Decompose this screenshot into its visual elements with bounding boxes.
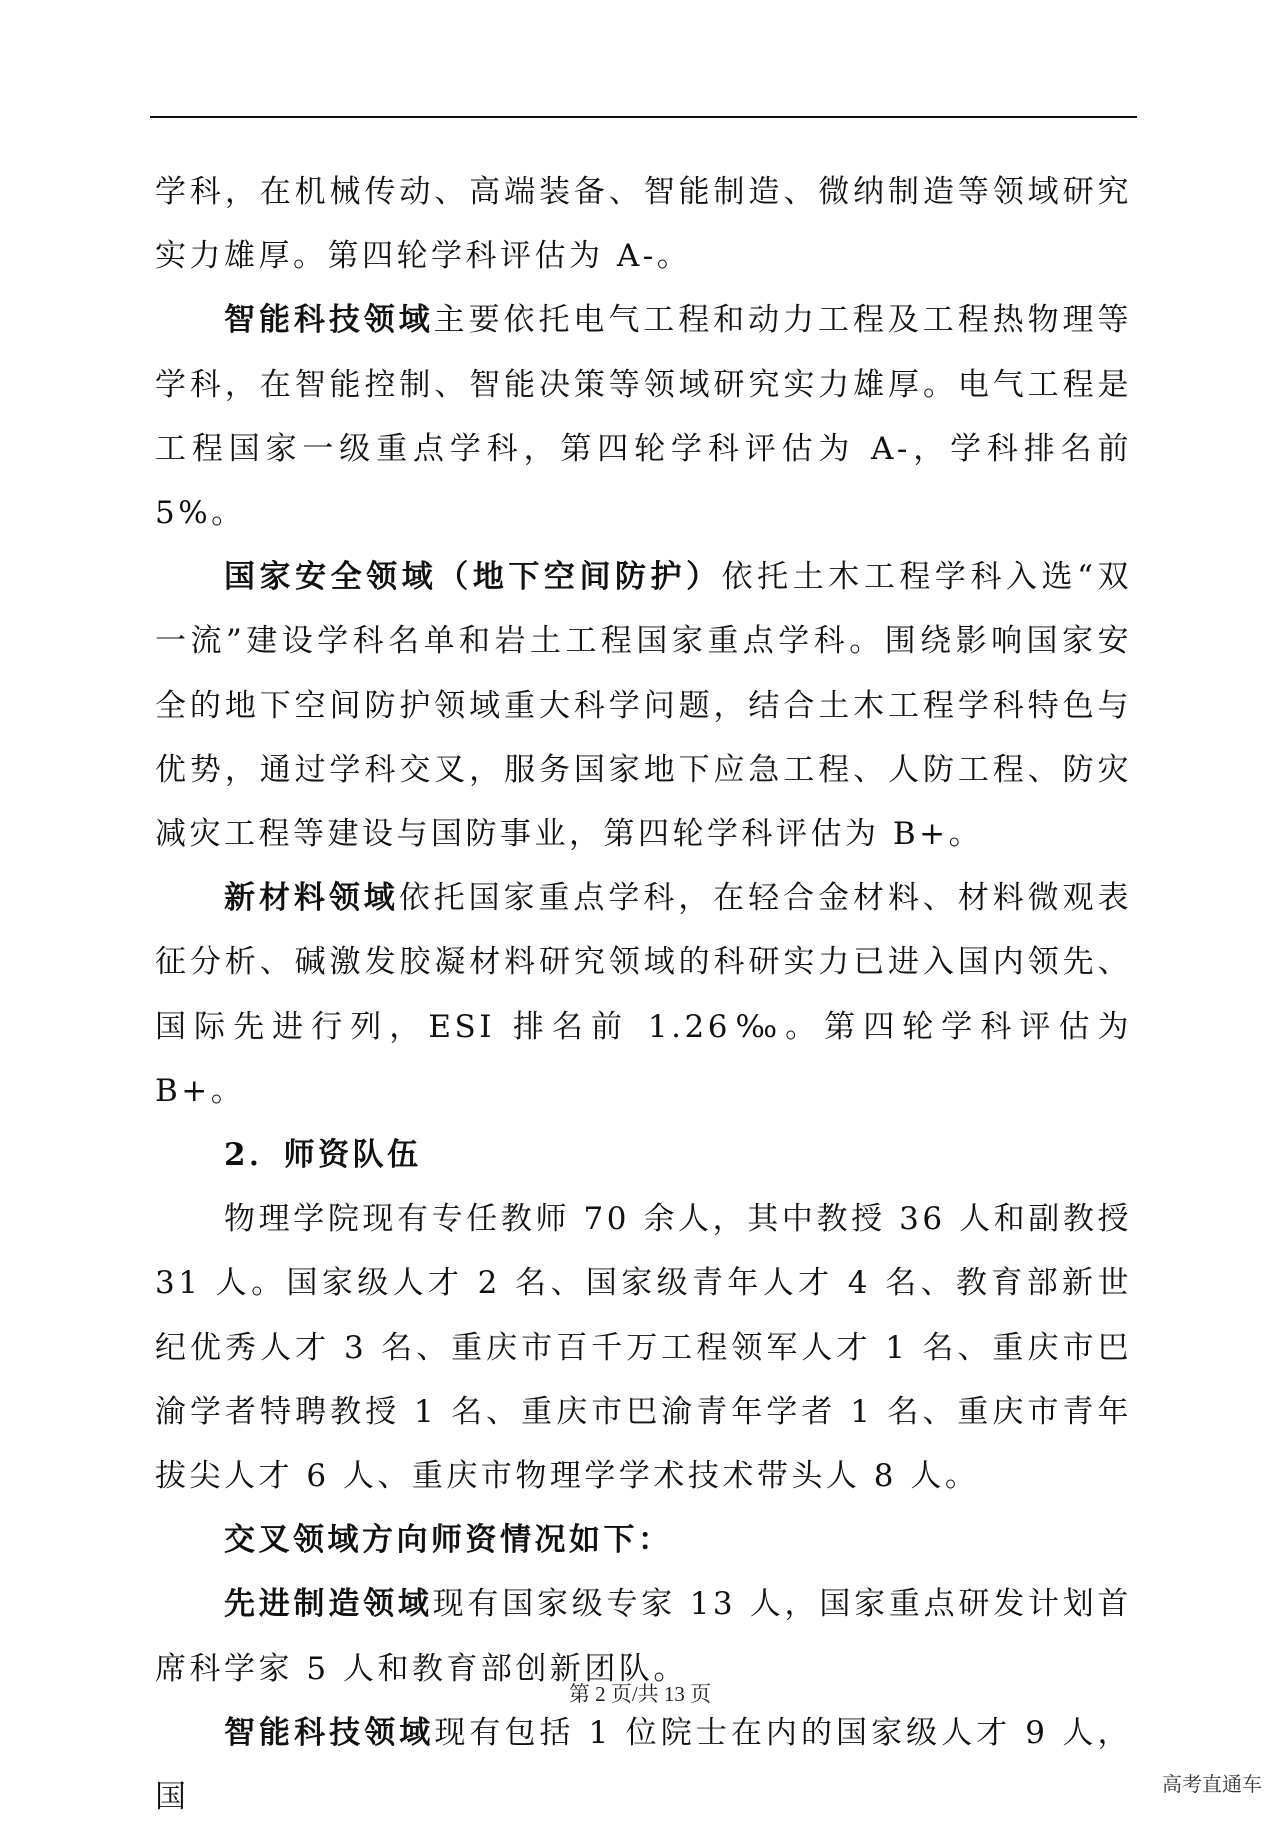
paragraph-intelligent-tech [155,288,1132,545]
subheading-cross-fields: 交叉领域方向师资情况如下： [224,1522,673,1559]
paragraph-text: 学科，在机械传动、高端装备、智能制造、微纳制造等领域研究实力雄厚。第四轮学科评估为 A-。 [155,174,1132,275]
paragraph-faculty [155,1187,1132,1508]
paragraph-national-security [155,545,1132,866]
paragraph-text: 物理学院现有专任教师 70 余人，其中教授 36 人和副教授 31 人。国家级人才 2 名、国家级青年人才 4 名、教育部新世纪优秀人才 3 名、重庆市百千万工程领军人才 1 名、重庆市巴渝学者特聘教授 1 名、重庆市巴渝青年学者 1 名、重庆市青年拔尖人才 6 人、重庆市物理学学术技术带头人 8 人。 [155,1201,1132,1495]
paragraph-continuation [155,160,1132,288]
paragraph-lead: 新材料领域 [224,880,399,917]
header-rule [150,116,1137,118]
paragraph-lead: 国家安全领域（地下空间防护） [224,559,722,596]
document-body [155,160,1132,1829]
paragraph-lead: 先进制造领域 [224,1586,433,1623]
paragraph-new-materials [155,866,1132,1123]
paragraph-text: 主要依托电气工程和动力工程及工程热物理等学科，在智能控制、智能决策等领域研究实力雄厚。电气工程是工程国家一级重点学科，第四轮学科评估为 A-，学科排名前 5%。 [155,302,1132,532]
paragraph-text: 现有国家级专家 13 人，国家重点研发计划首席科学家 5 人和教育部创新团队。 [155,1586,1133,1687]
paragraph-text: 依托国家重点学科，在轻合金材料、材料微观表征分析、碱激发胶凝材料研究领域的科研实力已进入国内领先、国际先进行列，ESI 排名前 1.26‰。第四轮学科评估为 B+。 [155,880,1133,1109]
paragraph-lead: 智能科技领域 [224,302,434,339]
section-heading-faculty: 2．师资队伍 [224,1137,422,1174]
paragraph-lead: 智能科技领域 [224,1714,435,1751]
paragraph-text: 现有包括 1 位院士在内的国家级人才 9 人，国 [155,1714,1132,1816]
watermark: 高考直通车 [1162,1772,1262,1796]
paragraph-text: 依托土木工程学科入选“双一流”建设学科名单和岩土工程国家重点学科。围绕影响国家安全的地下空间防护领域重大科学问题，结合土木工程学科特色与优势，通过学科交叉，服务国家地下应急工程、人防工程、防灾减灾工程等建设与国防事业，第四轮学科评估为 B+。 [155,559,1132,853]
page-number: 第 2 页/共 13 页 [568,1682,712,1706]
